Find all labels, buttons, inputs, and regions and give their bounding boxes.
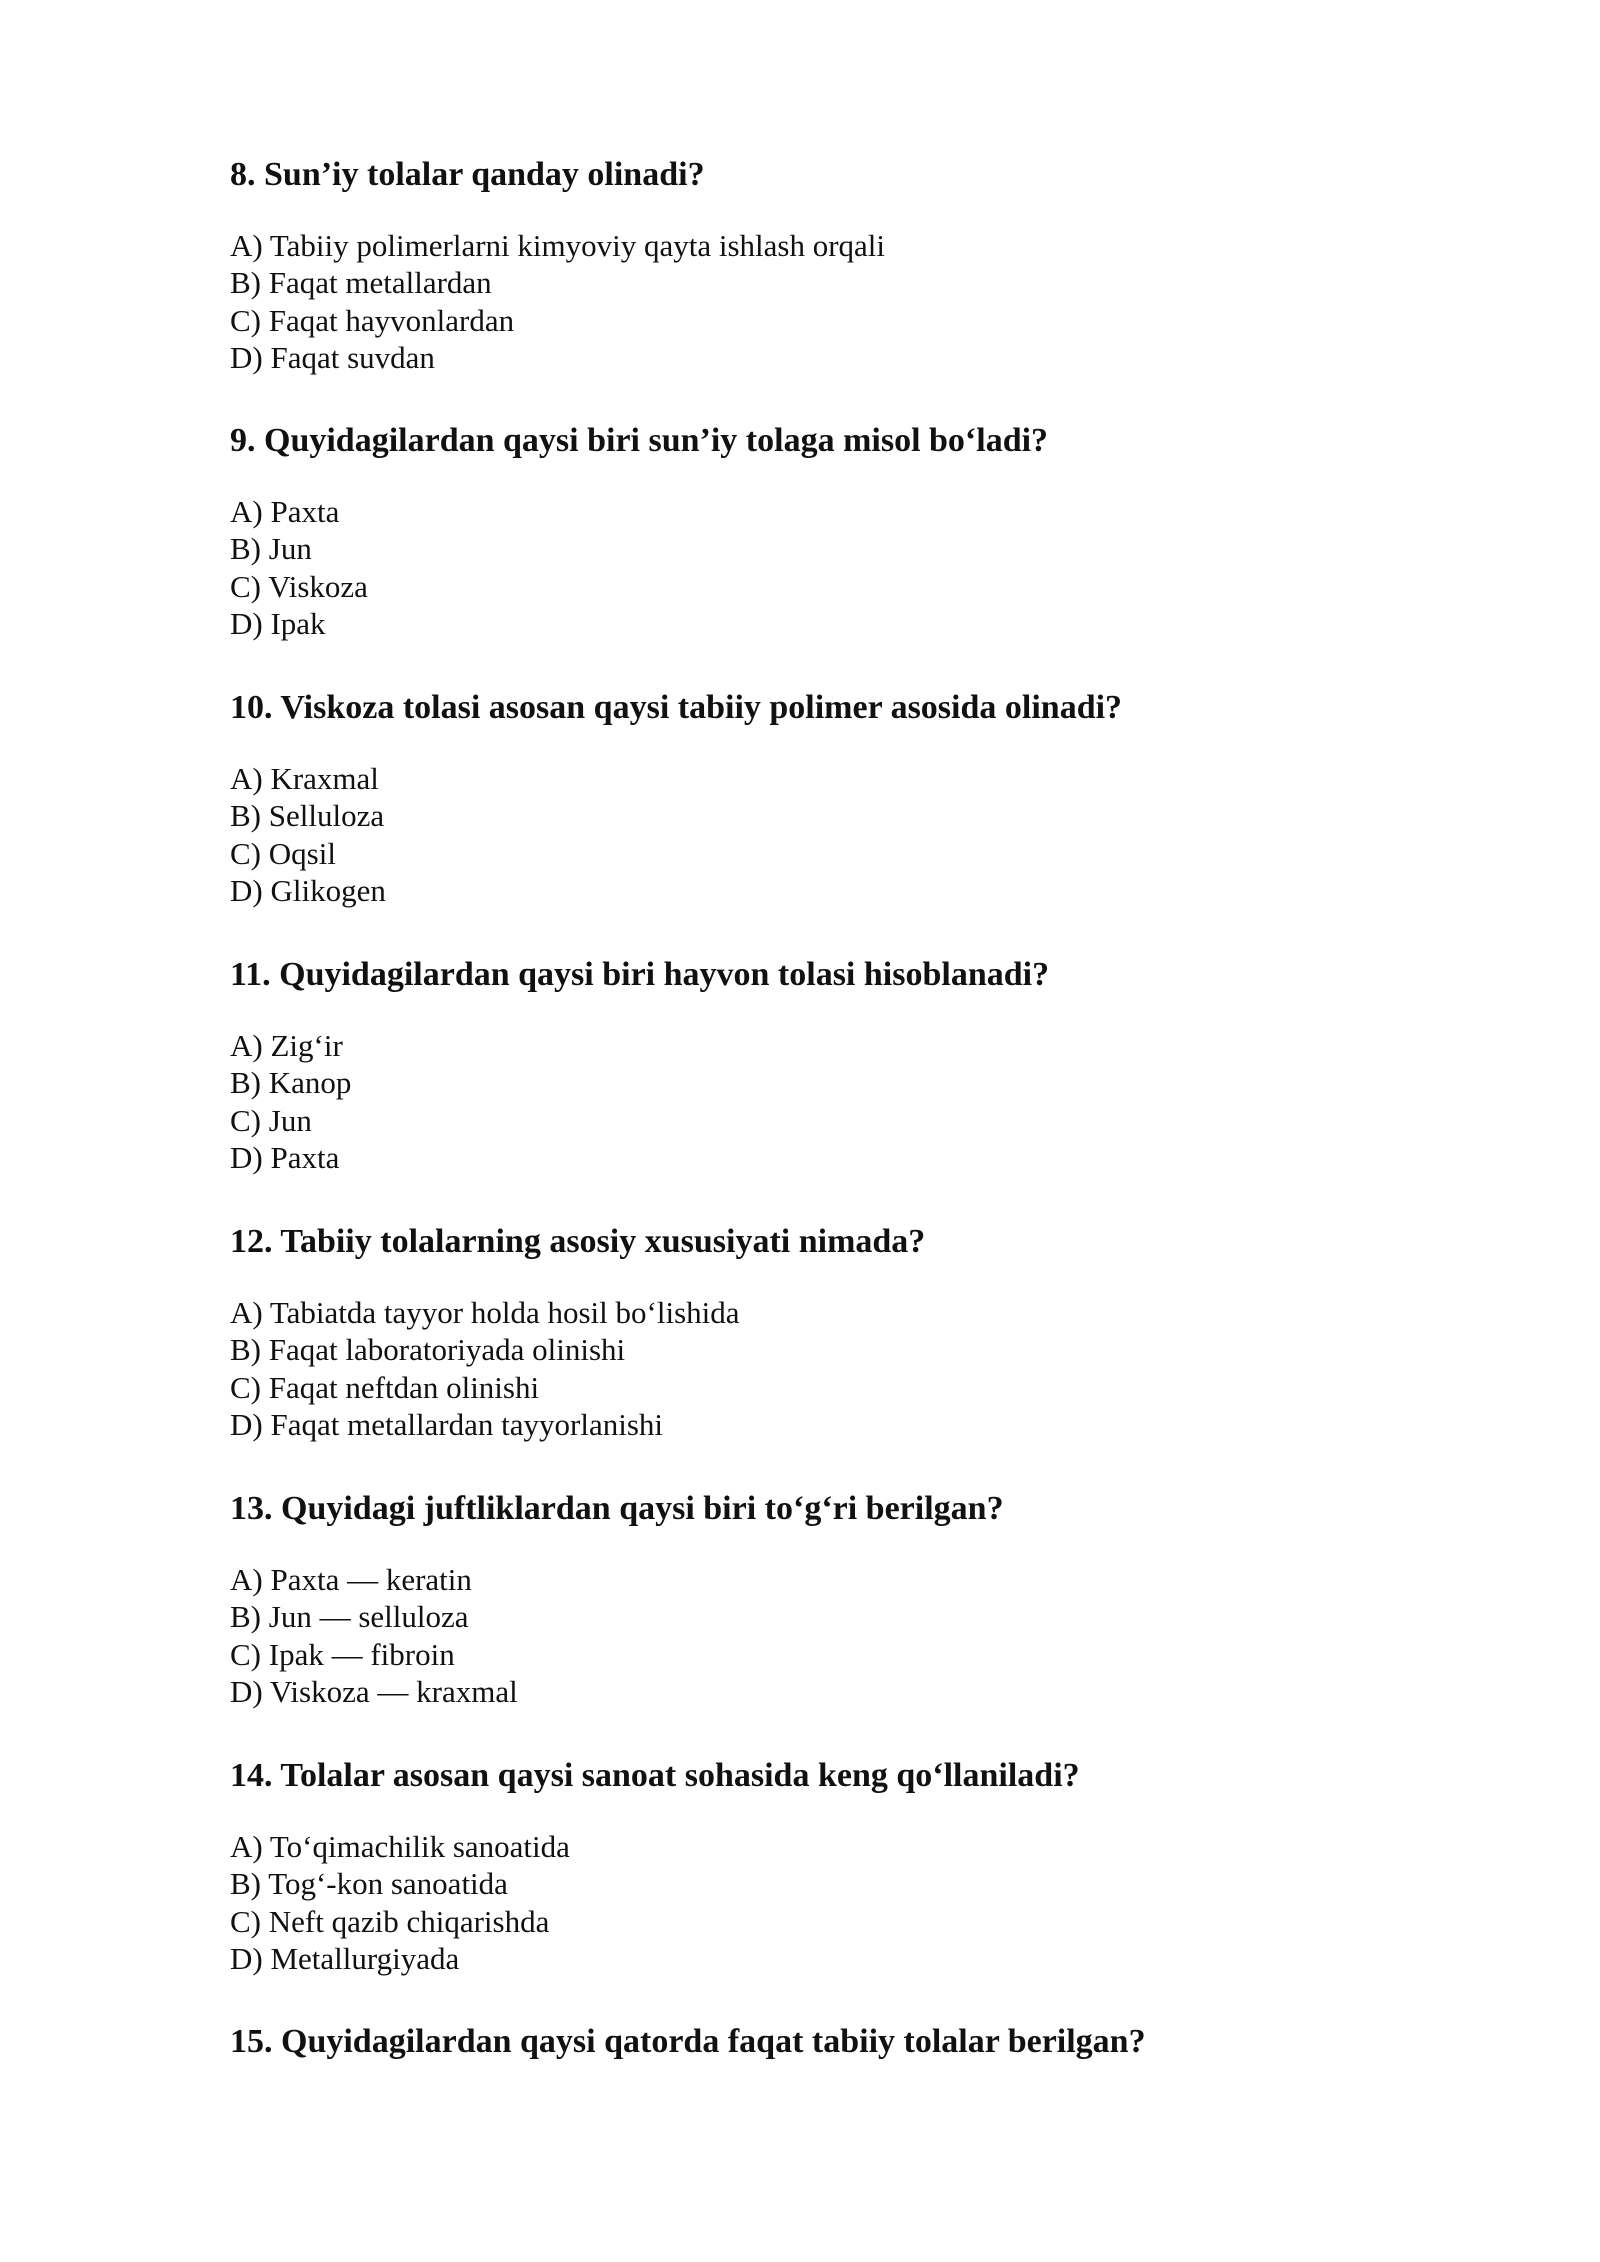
question-title: 13. Quyidagi juftliklardan qaysi biri to‘g‘ri berilgan? <box>230 1490 1004 1527</box>
option-c: C) Faqat hayvonlardan <box>230 302 515 338</box>
question-13 <box>230 1489 1430 1710</box>
answer-options <box>230 1294 1430 1443</box>
option-d: D) Ipak <box>230 605 326 641</box>
option-c: C) Jun <box>230 1102 312 1138</box>
question-14 <box>230 1756 1430 1977</box>
question-title: 8. Sun’iy tolalar qanday olinadi? <box>230 156 705 193</box>
option-c: C) Ipak — fibroin <box>230 1636 455 1672</box>
question-8 <box>230 155 1430 376</box>
question-12 <box>230 1222 1430 1443</box>
answer-options <box>230 227 1430 376</box>
option-c: C) Viskoza <box>230 568 368 604</box>
answer-options <box>230 760 1430 909</box>
option-b: B) Jun <box>230 531 312 567</box>
question-title: 12. Tabiiy tolalarning asosiy xususiyati nimada? <box>230 1223 926 1260</box>
option-d: D) Glikogen <box>230 872 386 908</box>
question-title: 9. Quyidagilardan qaysi biri sun’iy tolaga misol bo‘ladi? <box>230 422 1049 459</box>
answer-options <box>230 1828 1430 1977</box>
option-c: C) Faqat neftdan olinishi <box>230 1369 540 1405</box>
option-b: B) Selluloza <box>230 798 385 834</box>
option-d: D) Faqat suvdan <box>230 339 435 375</box>
option-a: A) To‘qimachilik sanoatida <box>230 1829 570 1864</box>
option-b: B) Tog‘-kon sanoatida <box>230 1866 508 1902</box>
option-a: A) Paxta <box>230 494 340 529</box>
question-10 <box>230 688 1430 909</box>
option-d: D) Paxta <box>230 1139 340 1175</box>
option-b: B) Faqat metallardan <box>230 265 492 301</box>
option-b: B) Kanop <box>230 1065 352 1101</box>
question-title: 10. Viskoza tolasi asosan qaysi tabiiy polimer asosida olinadi? <box>230 689 1123 726</box>
option-d: D) Viskoza — kraxmal <box>230 1673 518 1709</box>
option-a: A) Tabiatda tayyor holda hosil bo‘lishida <box>230 1295 740 1330</box>
option-b: B) Jun — selluloza <box>230 1599 469 1635</box>
option-a: A) Zig‘ir <box>230 1028 343 1063</box>
option-a: A) Paxta — keratin <box>230 1562 472 1597</box>
question-11 <box>230 955 1430 1176</box>
question-15 <box>230 2022 1430 2062</box>
answer-options <box>230 1027 1430 1176</box>
answer-options <box>230 493 1430 642</box>
option-b: B) Faqat laboratoriyada olinishi <box>230 1332 626 1368</box>
option-d: D) Metallurgiyada <box>230 1940 460 1976</box>
option-c: C) Neft qazib chiqarishda <box>230 1903 550 1939</box>
option-d: D) Faqat metallardan tayyorlanishi <box>230 1406 664 1442</box>
option-a: A) Tabiiy polimerlarni kimyoviy qayta ishlash orqali <box>230 228 886 263</box>
answer-options <box>230 1561 1430 1710</box>
question-9 <box>230 421 1430 642</box>
question-title: 11. Quyidagilardan qaysi biri hayvon tolasi hisoblanadi? <box>230 956 1050 993</box>
option-a: A) Kraxmal <box>230 761 379 796</box>
question-title: 15. Quyidagilardan qaysi qatorda faqat tabiiy tolalar berilgan? <box>230 2023 1146 2060</box>
question-title: 14. Tolalar asosan qaysi sanoat sohasida keng qo‘llaniladi? <box>230 1757 1080 1794</box>
option-c: C) Oqsil <box>230 835 336 871</box>
